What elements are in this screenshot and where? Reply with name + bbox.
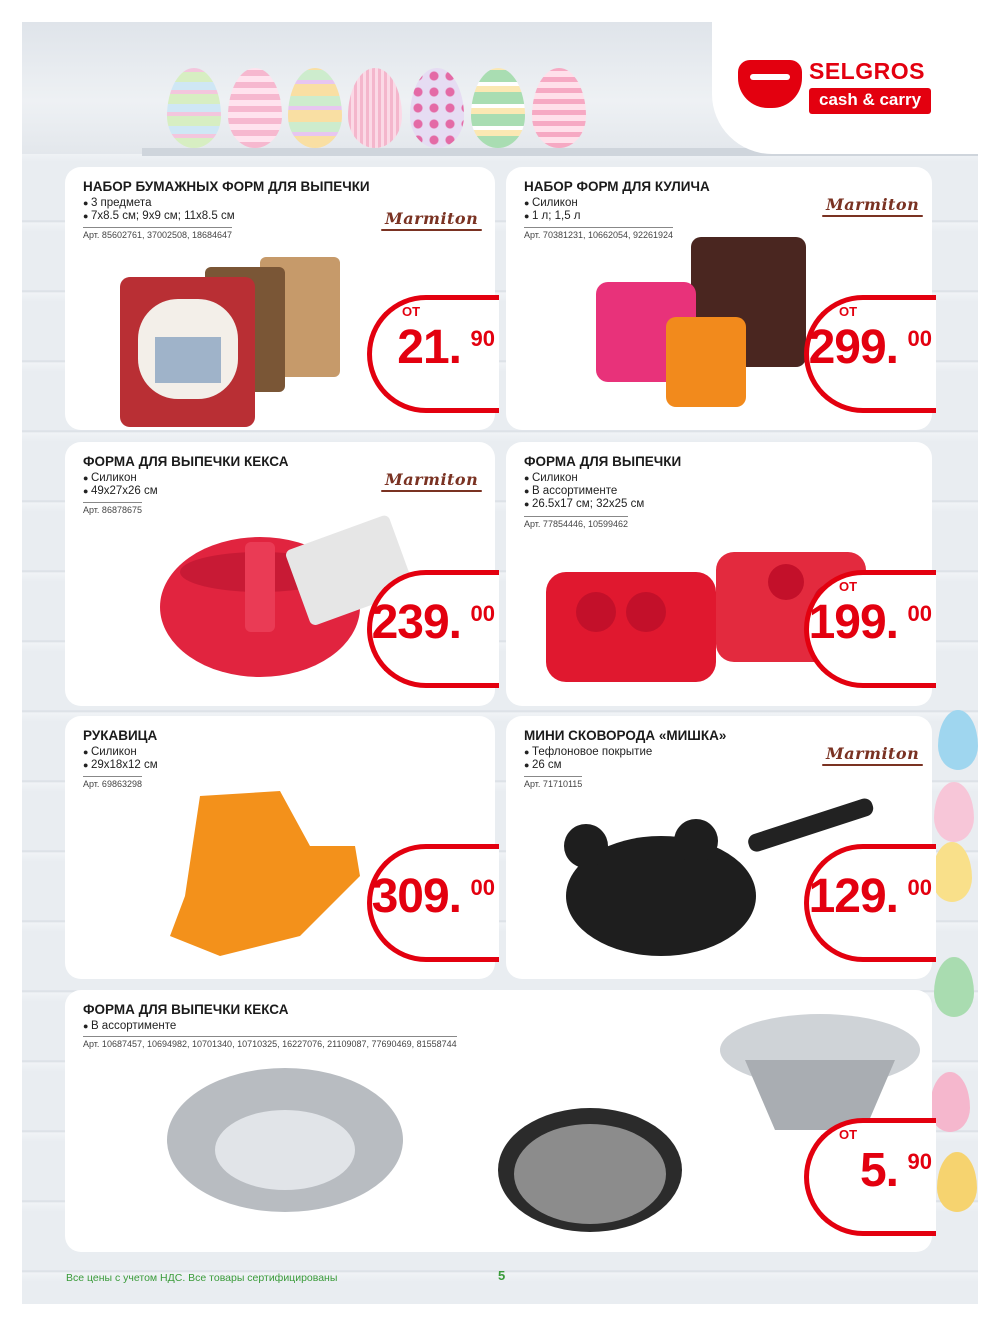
product-card[interactable]: [65, 442, 495, 706]
price-tag: [804, 570, 936, 688]
product-specs: [83, 472, 158, 498]
product-title: НАБОР БУМАЖНЫХ ФОРМ ДЛЯ ВЫПЕЧКИ: [83, 179, 370, 194]
page-number: 5: [498, 1268, 506, 1283]
easter-egg-image: [934, 782, 974, 842]
product-card[interactable]: [506, 442, 932, 706]
article-numbers: Арт. 77854446, 10599462: [524, 516, 628, 529]
product-card[interactable]: [65, 167, 495, 430]
price-decimal: 90: [470, 326, 495, 351]
price-integer: 299.: [808, 321, 898, 374]
price-integer: 309.: [371, 870, 461, 923]
easter-egg-image: [471, 68, 525, 148]
article-numbers: Арт. 86878675: [83, 502, 142, 515]
price-prefix: ОТ: [839, 579, 858, 594]
product-card[interactable]: [506, 716, 932, 979]
product-spec: ● 1 л; 1,5 л: [524, 210, 581, 223]
article-numbers: Арт. 70381231, 10662054, 92261924: [524, 227, 673, 240]
price-prefix: ОТ: [839, 304, 858, 319]
footer-disclaimer: Все цены с учетом НДС. Все товары сертифицированы: [66, 1272, 338, 1284]
price-prefix: ОТ: [402, 304, 421, 319]
price-integer: 199.: [808, 596, 898, 649]
price-prefix: ОТ: [839, 1127, 858, 1142]
product-spec: ● 7x8.5 см; 9x9 см; 11x8.5 см: [83, 210, 235, 223]
price-tag: [804, 844, 936, 962]
article-numbers: Арт. 69863298: [83, 776, 142, 789]
store-tagline: cash & carry: [809, 88, 931, 114]
product-spec: ● 49x27x26 см: [83, 485, 158, 498]
easter-egg-image: [930, 1072, 970, 1132]
selgros-logo-icon: [738, 60, 802, 108]
header-banner: [22, 22, 978, 154]
product-spec: ● Силикон: [83, 746, 158, 759]
paper-baking-molds-image: [120, 247, 380, 427]
product-card[interactable]: [65, 990, 932, 1252]
brand-logo: Marmiton: [385, 209, 479, 228]
price-integer: 21.: [397, 321, 461, 374]
product-spec: ● Силикон: [83, 472, 158, 485]
price-decimal: 00: [470, 875, 495, 900]
price-decimal: 00: [907, 601, 932, 626]
product-spec: ● В ассортименте: [83, 1020, 176, 1033]
product-title: РУКАВИЦА: [83, 728, 158, 743]
product-title: НАБОР ФОРМ ДЛЯ КУЛИЧА: [524, 179, 710, 194]
product-specs: [524, 472, 644, 511]
product-card[interactable]: [65, 716, 495, 979]
price-decimal: 00: [907, 326, 932, 351]
catalog-page: [22, 22, 978, 1304]
product-spec: ● Силикон: [524, 472, 644, 485]
store-logo[interactable]: [712, 22, 978, 154]
price-tag: [804, 295, 936, 413]
product-spec: ● 26.5x17 см; 32x25 см: [524, 498, 644, 511]
easter-egg-image: [932, 842, 972, 902]
price-decimal: 00: [470, 601, 495, 626]
brand-logo: Marmiton: [385, 470, 479, 489]
easter-egg-image: [228, 68, 282, 148]
product-title: ФОРМА ДЛЯ ВЫПЕЧКИ КЕКСА: [83, 454, 289, 469]
easter-egg-image: [532, 68, 586, 148]
brand-logo: Marmiton: [826, 195, 920, 214]
product-specs: [83, 197, 235, 223]
product-spec: ● 29x18x12 см: [83, 759, 158, 772]
easter-egg-image: [167, 68, 221, 148]
product-specs: [524, 746, 652, 772]
product-title: МИНИ СКОВОРОДА «МИШКА»: [524, 728, 727, 743]
easter-egg-image: [937, 1152, 977, 1212]
product-spec: ● Силикон: [524, 197, 581, 210]
article-numbers: Арт. 85602761, 37002508, 18684647: [83, 227, 232, 240]
product-title: ФОРМА ДЛЯ ВЫПЕЧКИ: [524, 454, 682, 469]
product-title: ФОРМА ДЛЯ ВЫПЕЧКИ КЕКСА: [83, 1002, 289, 1017]
silicone-oven-mitt-image: [160, 786, 380, 966]
price-tag: [367, 570, 499, 688]
product-specs: [83, 1020, 176, 1033]
article-numbers: Арт. 10687457, 10694982, 10701340, 10710325, 16227076, 21109087, 77690469, 81558744: [83, 1036, 457, 1049]
springform-pan-image: [495, 1100, 685, 1240]
easter-egg-image: [938, 710, 978, 770]
price-decimal: 90: [907, 1149, 932, 1174]
product-spec: ● В ассортименте: [524, 485, 644, 498]
product-card[interactable]: [506, 167, 932, 430]
product-spec: ● 26 см: [524, 759, 652, 772]
article-numbers: Арт. 71710115: [524, 776, 582, 789]
price-tag: [367, 295, 499, 413]
easter-egg-image: [934, 957, 974, 1017]
product-specs: [83, 746, 158, 772]
price-integer: 129.: [808, 870, 898, 923]
price-integer: 5.: [859, 1144, 898, 1197]
price-integer: 239.: [371, 596, 461, 649]
easter-egg-image: [348, 68, 402, 148]
price-tag: [804, 1118, 936, 1236]
price-decimal: 00: [907, 875, 932, 900]
brand-logo: Marmiton: [826, 744, 920, 763]
easter-egg-image: [288, 68, 342, 148]
fluted-tin-mold-image: [165, 1060, 415, 1240]
product-specs: [524, 197, 581, 223]
product-spec: ● 3 предмета: [83, 197, 235, 210]
store-name: SELGROS: [809, 58, 925, 84]
price-tag: [367, 844, 499, 962]
product-spec: ● Тефлоновое покрытие: [524, 746, 652, 759]
easter-egg-image: [410, 68, 464, 148]
